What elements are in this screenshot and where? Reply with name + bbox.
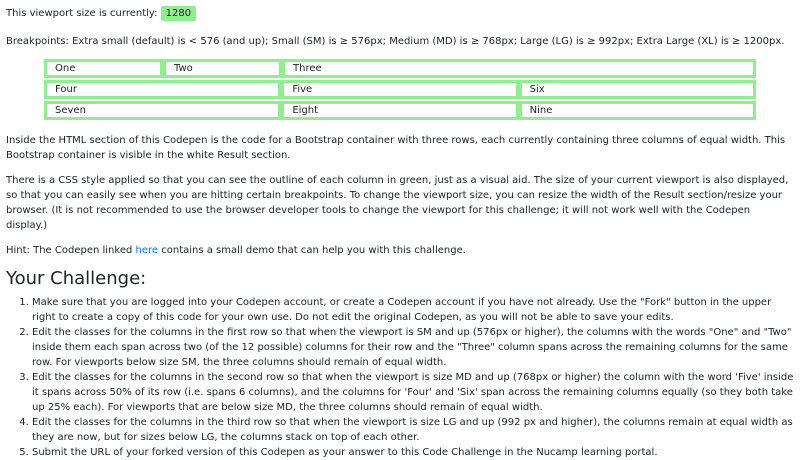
challenge-item: 1. Make sure that you are logged into your Codepen account, or create a Codepen account if you have not already. Use the "Fork" button in the upper right to create a copy of this code for your own use. Do not edit the original Codepen, as you will not be able to save your edits.	[32, 295, 794, 325]
col-five: Five	[281, 80, 518, 99]
breakpoints-text: Breakpoints: Extra small (default) is < 576 (and up); Small (SM) is ≥ 576px; Medium (MD) is ≥ 768px; Large (LG) is ≥ 992px; Extra Large (XL) is ≥ 1200px.	[6, 36, 785, 47]
col-three: Three	[282, 59, 756, 78]
col-four: Four	[44, 80, 281, 99]
col-six: Six	[519, 80, 756, 99]
challenge-item: 5. Submit the URL of your forked version of this Codepen as your answer to this Code Challenge in the Nucamp learning portal.	[32, 445, 794, 460]
grid-row-2	[44, 80, 756, 99]
intro-paragraph: Inside the HTML section of this Codepen is the code for a Bootstrap container with three rows, each currently containing three columns of equal width. This Bootstrap container is visible in the white Result section.	[6, 135, 786, 161]
hint-paragraph	[6, 243, 794, 258]
col-seven: Seven	[44, 101, 281, 120]
bootstrap-container	[44, 59, 756, 120]
col-two: Two	[163, 59, 282, 78]
challenge-heading: Your Challenge:	[6, 268, 147, 289]
col-nine: Nine	[519, 101, 756, 120]
viewport-line	[6, 6, 794, 21]
hint-link[interactable]: here	[135, 245, 159, 256]
hint-text-before: Hint: The Codepen linked	[6, 245, 136, 256]
challenge-item: 4. Edit the classes for the columns in the third row so that when the viewport is size LG and up (992 px and higher), the columns remain at equal width as they are now, but for sizes below LG, the columns stack on top of each other.	[32, 415, 794, 445]
challenge-list	[6, 295, 794, 460]
css-info-paragraph: There is a CSS style applied so that you can see the outline of each column in green, just as a visual aid. The size of your current viewport is also displayed, so that you can easily see when you are hitting certain breakpoints. To change the viewport size, you can resize the width of the Result section/resize your browser. (It is not recommended to use the browser developer tools to change the viewport for this challenge; it will not work well with the Codepen display.)	[6, 175, 789, 231]
viewport-label: This viewport size is currently:	[6, 8, 158, 19]
challenge-item: 3. Edit the classes for the columns in the second row so that when the viewport is size MD and up (768px or higher) the column with the word 'Five' inside it spans across 50% of its row (i.e. spans 6 columns), and the columns for 'Four' and 'Six' span across the remaining columns equally (so they both take up 25% each). For viewports that are below size MD, the three columns should remain of equal width.	[32, 370, 794, 415]
challenge-item: 2. Edit the classes for the columns in the first row so that when the viewport is SM and up (576px or higher), the columns with the words "One" and "Two" inside them each span across two (of the 12 possible) columns for their row and the "Three" column spans across the remaining columns for the same row. For viewports below size SM, the three columns should remain of equal width.	[32, 325, 794, 370]
col-one: One	[44, 59, 163, 78]
grid-row-3	[44, 101, 756, 120]
viewport-size-badge: 1280	[161, 6, 196, 21]
grid-row-1	[44, 59, 756, 78]
col-eight: Eight	[281, 101, 518, 120]
hint-text-after: contains a small demo that can help you with this challenge.	[158, 245, 466, 256]
